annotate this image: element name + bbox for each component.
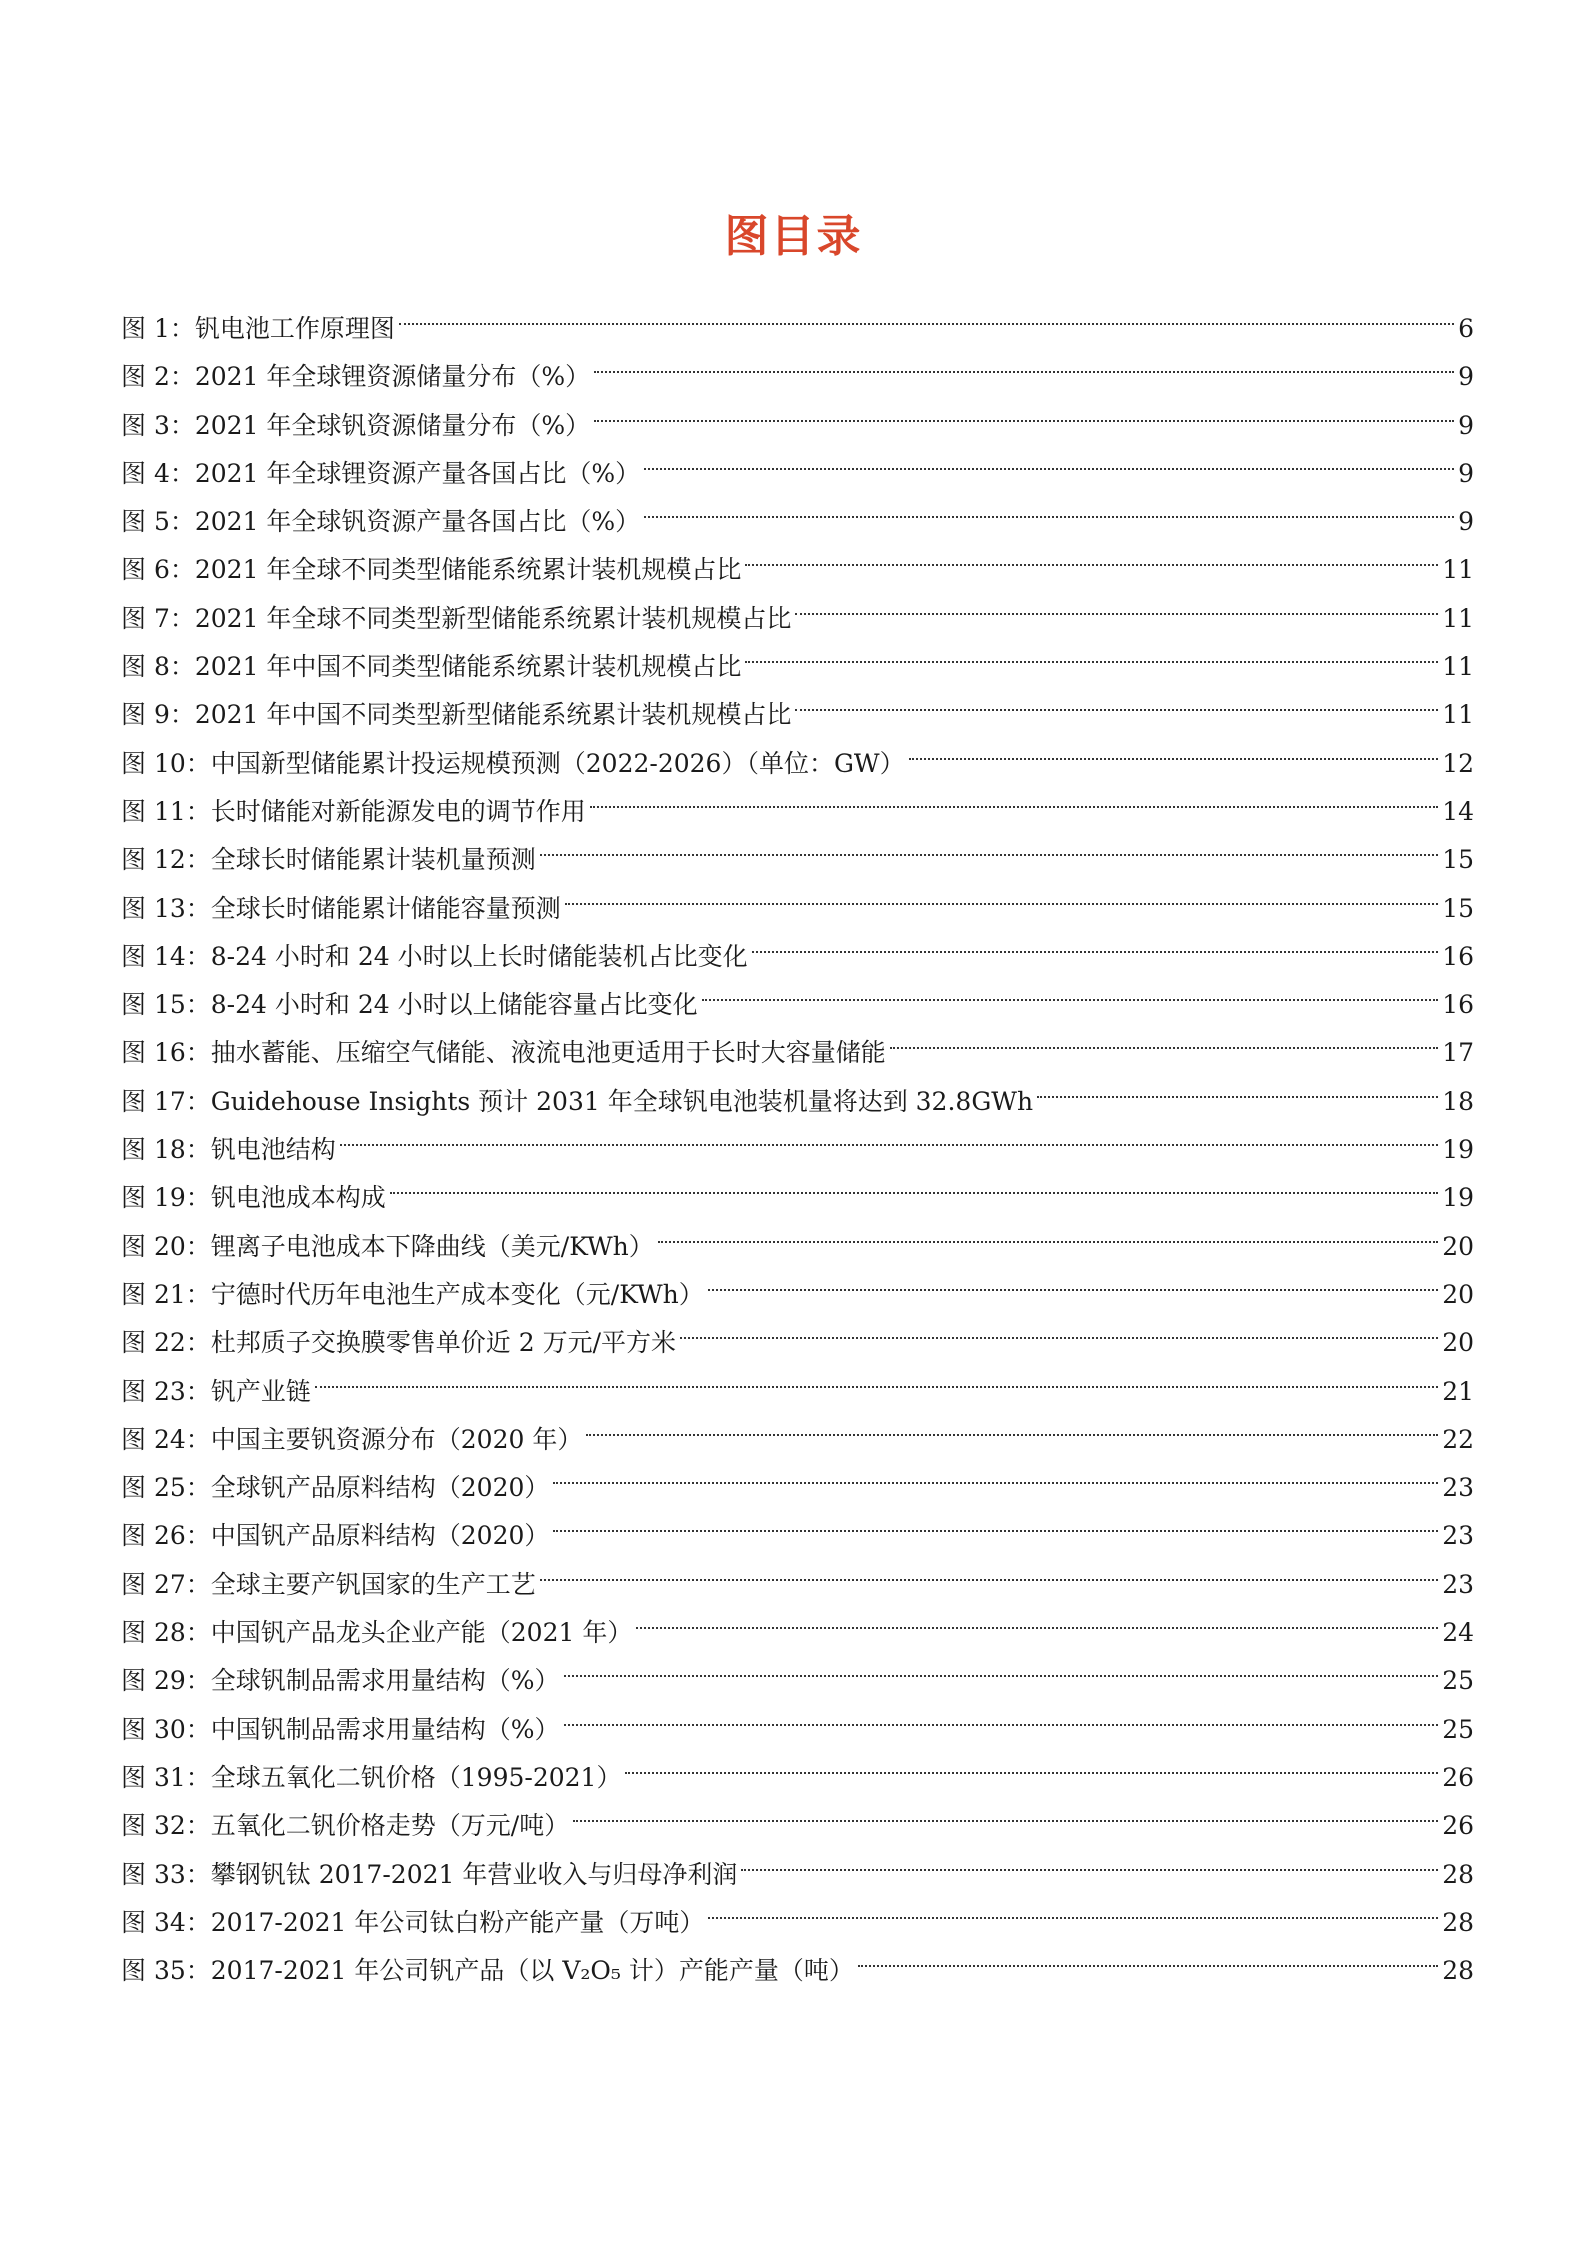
page-number: 26: [1442, 1762, 1474, 1792]
figure-number: 图 19：: [121, 1183, 211, 1213]
figure-number: 图 17：: [121, 1086, 211, 1116]
dot-leader: [644, 482, 1454, 530]
figure-title: 全球主要产钒国家的生产工艺: [210, 1569, 536, 1599]
figure-number: 图 14：: [121, 941, 211, 971]
figure-number: 图 15：: [121, 990, 211, 1020]
dot-leader: [644, 434, 1454, 482]
figure-number: 图 30：: [121, 1714, 211, 1744]
dot-leader: [636, 1593, 1438, 1641]
figure-title: 全球五氧化二钒价格（1995-2021）: [210, 1762, 622, 1792]
dot-leader: [564, 1690, 1439, 1738]
figure-number: 图 29：: [121, 1666, 211, 1696]
page-number: 28: [1442, 1907, 1474, 1937]
figure-number: 图 28：: [121, 1618, 211, 1648]
page-number: 15: [1442, 845, 1474, 875]
figure-title: 钒电池结构: [210, 1135, 336, 1165]
figure-number: 图 7：: [121, 603, 195, 633]
figure-title: 2017-2021 年公司钒产品（以 V₂O₅ 计）产能产量（吨）: [210, 1956, 854, 1986]
dot-leader: [708, 1255, 1438, 1303]
dot-leader: [340, 1110, 1438, 1158]
figure-number: 图 32：: [121, 1811, 211, 1841]
figure-title: 中国新型储能累计投运规模预测（2022-2026）（单位：GW）: [210, 748, 905, 778]
toc-entry[interactable]: [121, 1400, 1474, 1454]
figure-number: 图 35：: [121, 1956, 211, 1986]
page-number: 20: [1442, 1279, 1474, 1309]
dot-leader: [315, 1352, 1438, 1400]
figure-number: 图 21：: [121, 1279, 211, 1309]
dot-leader: [795, 675, 1438, 723]
page-number: 20: [1442, 1328, 1474, 1358]
page-number: 12: [1442, 748, 1474, 778]
page-number: 28: [1442, 1956, 1474, 1986]
page-number: 9: [1458, 507, 1474, 537]
figure-number: 图 12：: [121, 845, 211, 875]
dot-leader: [795, 579, 1438, 627]
page-number: 16: [1442, 941, 1474, 971]
dot-leader: [858, 1931, 1438, 1979]
dot-leader: [399, 289, 1454, 337]
dot-leader: [890, 1013, 1438, 1061]
dot-leader: [741, 1835, 1438, 1883]
figure-title: 全球钒产品原料结构（2020）: [210, 1473, 550, 1503]
figure-title: 2021 年全球钒资源储量分布（%）: [194, 410, 591, 440]
page-number: 11: [1442, 603, 1474, 633]
dot-leader: [573, 1786, 1438, 1834]
figure-title: 钒产业链: [210, 1376, 311, 1406]
figure-title: 全球钒制品需求用量结构（%）: [210, 1666, 560, 1696]
dot-leader: [680, 1303, 1438, 1351]
figure-number: 图 31：: [121, 1762, 211, 1792]
figure-number: 图 10：: [121, 748, 211, 778]
figure-number: 图 22：: [121, 1328, 211, 1358]
figure-title: 2021 年全球锂资源储量分布（%）: [194, 362, 591, 392]
dot-leader: [564, 1641, 1439, 1689]
figure-number: 图 25：: [121, 1473, 211, 1503]
figure-title: 中国钒产品原料结构（2020）: [210, 1521, 550, 1551]
page-number: 11: [1442, 555, 1474, 585]
figure-number: 图 18：: [121, 1135, 211, 1165]
dot-leader: [553, 1448, 1438, 1496]
figure-title: 8-24 小时和 24 小时以上储能容量占比变化: [210, 990, 698, 1020]
figure-number: 图 33：: [121, 1859, 211, 1889]
dot-leader: [594, 386, 1454, 434]
dot-leader: [390, 1158, 1438, 1206]
page-number: 11: [1442, 700, 1474, 730]
dot-leader: [1037, 1062, 1438, 1110]
page-number: 14: [1442, 796, 1474, 826]
figure-number: 图 23：: [121, 1376, 211, 1406]
page-number: 9: [1458, 410, 1474, 440]
page-number: 23: [1442, 1521, 1474, 1551]
dot-leader: [752, 917, 1439, 965]
figure-title: 2021 年全球不同类型储能系统累计装机规模占比: [194, 555, 742, 585]
page-number: 28: [1442, 1859, 1474, 1889]
figure-title: 中国主要钒资源分布（2020 年）: [210, 1424, 583, 1454]
page-number: 16: [1442, 990, 1474, 1020]
page-number: 25: [1442, 1666, 1474, 1696]
toc-entry[interactable]: [121, 1352, 1474, 1406]
dot-leader: [909, 724, 1439, 772]
figure-number: 图 6：: [121, 555, 195, 585]
page-number: 26: [1442, 1811, 1474, 1841]
figure-title: 全球长时储能累计装机量预测: [210, 845, 536, 875]
figure-number: 图 16：: [121, 1038, 211, 1068]
figure-number: 图 2：: [121, 362, 195, 392]
figure-title: 长时储能对新能源发电的调节作用: [210, 796, 586, 826]
figure-title: Guidehouse Insights 预计 2031 年全球钒电池装机量将达到 32.8GWh: [210, 1086, 1034, 1116]
figure-title: 全球长时储能累计储能容量预测: [210, 893, 561, 923]
figure-number: 图 3：: [121, 410, 195, 440]
figure-title: 中国钒制品需求用量结构（%）: [210, 1714, 560, 1744]
figure-title: 抽水蓄能、压缩空气储能、液流电池更适用于长时大容量储能: [210, 1038, 886, 1068]
figure-title: 中国钒产品龙头企业产能（2021 年）: [210, 1618, 633, 1648]
figure-title: 2021 年中国不同类型储能系统累计装机规模占比: [194, 652, 742, 682]
dot-leader: [590, 772, 1438, 820]
dot-leader: [658, 1207, 1438, 1255]
figure-number: 图 4：: [121, 458, 195, 488]
figure-number: 图 1：: [121, 314, 195, 343]
figure-number: 图 20：: [121, 1231, 211, 1261]
dot-leader: [745, 530, 1438, 578]
dot-leader: [553, 1496, 1438, 1544]
figure-number: 图 26：: [121, 1521, 211, 1551]
figure-number: 图 11：: [121, 796, 211, 826]
dot-leader: [702, 965, 1439, 1013]
figure-number: 图 27：: [121, 1569, 211, 1599]
figure-title: 钒电池工作原理图: [194, 314, 395, 343]
page-number: 20: [1442, 1231, 1474, 1261]
figure-title: 2017-2021 年公司钛白粉产能产量（万吨）: [210, 1907, 705, 1937]
dot-leader: [565, 869, 1438, 917]
dot-leader: [540, 820, 1438, 868]
page-number: 19: [1442, 1183, 1474, 1213]
figure-number: 图 5：: [121, 507, 195, 537]
figure-title: 8-24 小时和 24 小时以上长时储能装机占比变化: [210, 941, 748, 971]
page-number: 21: [1442, 1376, 1474, 1406]
page-number: 23: [1442, 1473, 1474, 1503]
figure-title: 宁德时代历年电池生产成本变化（元/KWh）: [210, 1279, 704, 1309]
figure-number: 图 13：: [121, 893, 211, 923]
page-number: 24: [1442, 1618, 1474, 1648]
page-number: 15: [1442, 893, 1474, 923]
toc-entry[interactable]: [121, 289, 1474, 343]
figure-number: 图 34：: [121, 1907, 211, 1937]
page-number: 6: [1458, 314, 1474, 343]
page-number: 23: [1442, 1569, 1474, 1599]
page-title: 图目录: [724, 211, 863, 262]
figure-list: [121, 289, 1474, 1986]
figure-number: 图 24：: [121, 1424, 211, 1454]
page-number: 25: [1442, 1714, 1474, 1744]
page-number: 11: [1442, 652, 1474, 682]
dot-leader: [586, 1400, 1438, 1448]
figure-number: 图 9：: [121, 700, 195, 730]
dot-leader: [540, 1545, 1438, 1593]
page-number: 17: [1442, 1038, 1474, 1068]
page-number: 22: [1442, 1424, 1474, 1454]
figure-title: 2021 年全球锂资源产量各国占比（%）: [194, 458, 641, 488]
figure-title: 攀钢钒钛 2017-2021 年营业收入与归母净利润: [210, 1859, 738, 1889]
figure-title: 2021 年全球钒资源产量各国占比（%）: [194, 507, 641, 537]
dot-leader: [745, 627, 1438, 675]
page-number: 9: [1458, 362, 1474, 392]
figure-number: 图 8：: [121, 652, 195, 682]
figure-title: 五氧化二钒价格走势（万元/吨）: [210, 1811, 570, 1841]
figure-title: 杜邦质子交换膜零售单价近 2 万元/平方米: [210, 1328, 676, 1358]
dot-leader: [625, 1738, 1438, 1786]
figure-title: 锂离子电池成本下降曲线（美元/KWh）: [210, 1231, 654, 1261]
page-number: 18: [1442, 1086, 1474, 1116]
page-number: 9: [1458, 458, 1474, 488]
figure-title: 钒电池成本构成: [210, 1183, 386, 1213]
dot-leader: [708, 1883, 1438, 1931]
figure-title: 2021 年全球不同类型新型储能系统累计装机规模占比: [194, 603, 792, 633]
dot-leader: [594, 337, 1454, 385]
page-number: 19: [1442, 1135, 1474, 1165]
figure-title: 2021 年中国不同类型新型储能系统累计装机规模占比: [194, 700, 792, 730]
